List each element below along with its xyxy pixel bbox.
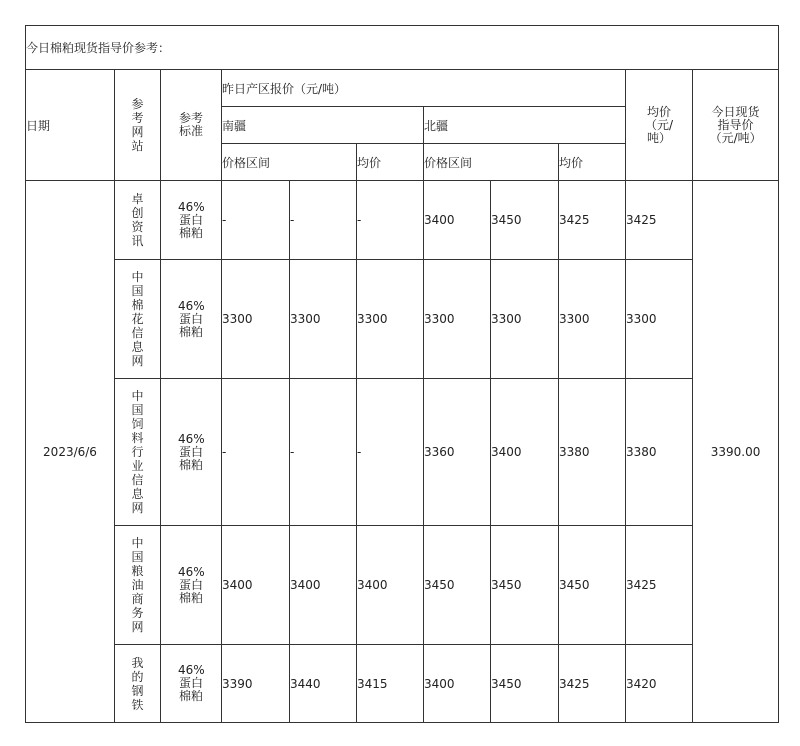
site-cell: 中国饲料行业信息网: [115, 379, 161, 526]
north-avg-cell: 3300: [559, 260, 626, 379]
south-low-cell: -: [222, 181, 290, 260]
header-overall-avg: 均价（元/吨）: [626, 70, 693, 181]
avg-cell: 3380: [626, 379, 693, 526]
north-avg-cell: 3380: [559, 379, 626, 526]
header-standard: 参考标准: [161, 70, 222, 181]
standard-cell: 46%蛋白棉粕: [161, 181, 222, 260]
avg-cell: 3300: [626, 260, 693, 379]
guide-price-cell: 3390.00: [693, 181, 779, 723]
south-low-cell: 3400: [222, 526, 290, 645]
north-high-cell: 3450: [491, 526, 559, 645]
north-avg-cell: 3425: [559, 645, 626, 723]
header-south-avg: 均价: [357, 144, 424, 181]
south-low-cell: 3390: [222, 645, 290, 723]
table-row: [26, 260, 779, 379]
site-cell: 我的钢铁: [115, 645, 161, 723]
avg-cell: 3425: [626, 181, 693, 260]
south-high-cell: 3300: [290, 260, 357, 379]
header-date: 日期: [26, 70, 115, 181]
south-avg-cell: -: [357, 379, 424, 526]
header-north-range: 价格区间: [424, 144, 559, 181]
table-row: [26, 379, 779, 526]
site-cell: 卓创资讯: [115, 181, 161, 260]
south-high-cell: -: [290, 379, 357, 526]
north-high-cell: 3450: [491, 645, 559, 723]
header-north-avg: 均价: [559, 144, 626, 181]
header-yesterday: 昨日产区报价（元/吨）: [222, 70, 626, 107]
header-site: 参考网站: [115, 70, 161, 181]
site-cell: 中国棉花信息网: [115, 260, 161, 379]
north-low-cell: 3300: [424, 260, 491, 379]
table-row: [26, 526, 779, 645]
south-high-cell: 3440: [290, 645, 357, 723]
header-south: 南疆: [222, 107, 424, 144]
table-caption: 今日棉粕现货指导价参考：: [26, 26, 779, 70]
south-high-cell: 3400: [290, 526, 357, 645]
site-cell: 中国粮油商务网: [115, 526, 161, 645]
south-avg-cell: 3400: [357, 526, 424, 645]
south-avg-cell: -: [357, 181, 424, 260]
north-low-cell: 3400: [424, 181, 491, 260]
standard-cell: 46%蛋白棉粕: [161, 379, 222, 526]
north-high-cell: 3300: [491, 260, 559, 379]
north-high-cell: 3400: [491, 379, 559, 526]
header-north: 北疆: [424, 107, 626, 144]
south-avg-cell: 3415: [357, 645, 424, 723]
south-low-cell: 3300: [222, 260, 290, 379]
north-low-cell: 3400: [424, 645, 491, 723]
south-avg-cell: 3300: [357, 260, 424, 379]
price-table: [25, 25, 779, 723]
table-row: [26, 181, 779, 260]
north-low-cell: 3450: [424, 526, 491, 645]
south-high-cell: -: [290, 181, 357, 260]
table-row: [26, 645, 779, 723]
north-low-cell: 3360: [424, 379, 491, 526]
standard-cell: 46%蛋白棉粕: [161, 645, 222, 723]
south-low-cell: -: [222, 379, 290, 526]
avg-cell: 3425: [626, 526, 693, 645]
header-south-range: 价格区间: [222, 144, 357, 181]
date-cell: 2023/6/6: [26, 181, 115, 723]
north-avg-cell: 3450: [559, 526, 626, 645]
north-avg-cell: 3425: [559, 181, 626, 260]
north-high-cell: 3450: [491, 181, 559, 260]
avg-cell: 3420: [626, 645, 693, 723]
standard-cell: 46%蛋白棉粕: [161, 260, 222, 379]
header-guide: 今日现货指导价（元/吨）: [693, 70, 779, 181]
standard-cell: 46%蛋白棉粕: [161, 526, 222, 645]
